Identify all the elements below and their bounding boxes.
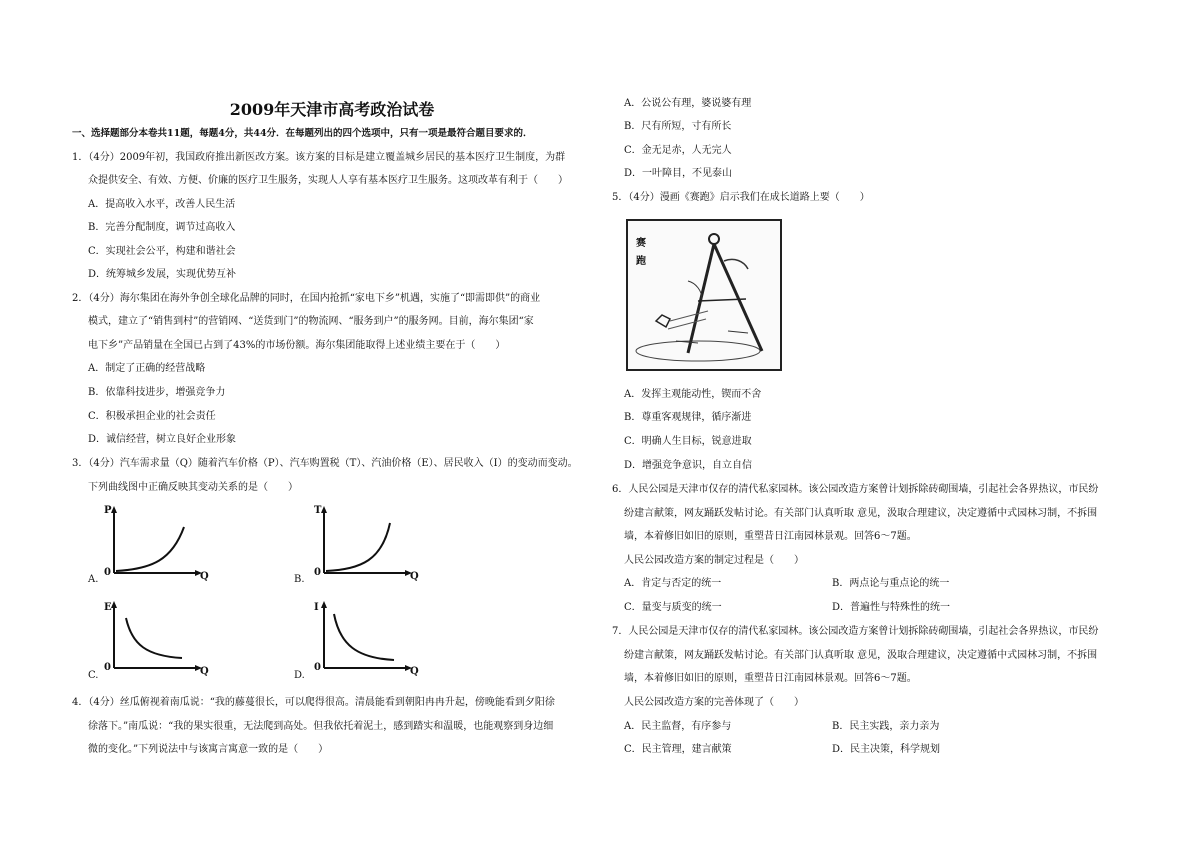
q7-stem-line1: 7．人民公园是天津市仅存的清代私家园林。该公园改造方案曾计划拆除砖砌围墙，引起社会各界热议，市民纷 (612, 626, 1099, 637)
origin-label: 0 (314, 567, 321, 578)
x-axis-label: Q (410, 571, 419, 582)
q2-option-d: D．诚信经营，树立良好企业形象 (88, 434, 237, 445)
q1-option-d: D．统筹城乡发展，实现优势互补 (88, 269, 237, 280)
x-axis-label: Q (200, 666, 209, 677)
q5-cartoon-race (626, 219, 782, 371)
x-axis-label: Q (200, 571, 209, 582)
q3-graph-b-label: B. (294, 574, 305, 585)
q5-stem: 5．（4分）漫画《赛跑》启示我们在成长道路上要（ ） (612, 192, 870, 203)
right-column (612, 0, 1132, 848)
q3-graph-a-label: A. (88, 574, 99, 585)
q4-stem-line2: 徐落下。”南瓜说：“我的果实很重，无法爬到高处。但我依托着泥土，感到踏实和温暖，也能观察到身边细 (88, 721, 554, 732)
q6-option-d: D．普遍性与特殊性的统一 (832, 602, 951, 613)
q7-sub-question: 人民公园改造方案的完善体现了（ ） (624, 697, 804, 708)
q7-option-a: A．民主监督，有序参与 (624, 721, 732, 732)
q3-graph-a (102, 505, 212, 580)
q4-stem-line1: 4．（4分）丝瓜俯视着南瓜说：“我的藤蔓很长，可以爬得很高。清晨能看到朝阳冉冉升起，傍晚能看到夕阳徐 (72, 697, 555, 708)
y-axis-label: P (104, 505, 112, 516)
q2-stem-line3: 电下乡”产品销量在全国已占到了43%的市场份额。海尔集团能取得上述业绩主要在于（ ） (88, 340, 506, 351)
page-title: 2009年天津市高考政治试卷 (229, 100, 435, 119)
origin-label: 0 (104, 567, 111, 578)
q7-option-c: C．民主管理，建言献策 (624, 744, 732, 755)
y-axis-label: E (104, 602, 112, 613)
q6-stem-line1: 6．人民公园是天津市仅存的清代私家园林。该公园改造方案曾计划拆除砖砌围墙，引起社会各界热议，市民纷 (612, 484, 1099, 495)
q6-option-a: A．肯定与否定的统一 (624, 578, 722, 589)
q6-option-c: C．量变与质变的统一 (624, 602, 722, 613)
q3-graph-c (102, 600, 212, 675)
cartoon-title: 赛跑 (636, 238, 646, 267)
q7-stem-line3: 墙，本着修旧如旧的原则，重塑昔日江南园林景观。回答6～7题。 (624, 673, 917, 684)
q3-stem-line2: 下列曲线图中正确反映其变动关系的是（ ） (88, 482, 298, 493)
q3-graph-b (312, 505, 422, 580)
q2-stem-line1: 2．（4分）海尔集团在海外争创全球化品牌的同时，在国内抢抓“家电下乡”机遇，实施了“即需即供”的商业 (72, 293, 541, 304)
origin-label: 0 (314, 662, 321, 673)
q4-option-a: A．公说公有理，婆说婆有理 (624, 98, 752, 109)
q1-stem-line1: 1．（4分）2009年初，我国政府推出新医改方案。该方案的目标是建立覆盖城乡居民的基本医疗卫生制度，为群 (72, 152, 566, 163)
q2-option-c: C．积极承担企业的社会责任 (88, 411, 216, 422)
x-axis-label: Q (410, 666, 419, 677)
q2-stem-line2: 模式，建立了“销售到村”的营销网、“送货到门”的物流网、“服务到户”的服务网。目前，海尔集团“家 (88, 316, 534, 327)
q1-stem-line2: 众提供安全、有效、方便、价廉的医疗卫生服务，实现人人享有基本医疗卫生服务。这项改革有利于（ ） (88, 175, 568, 186)
left-column (72, 0, 592, 848)
y-axis-label: I (314, 602, 319, 613)
q6-option-b: B．两点论与重点论的统一 (832, 578, 950, 589)
origin-label: 0 (104, 662, 111, 673)
q7-option-b: B．民主实践，亲力亲为 (832, 721, 940, 732)
q6-stem-line3: 墙，本着修旧如旧的原则，重塑昔日江南园林景观。回答6～7题。 (624, 531, 917, 542)
q5-option-c: C．明确人生目标，锐意进取 (624, 436, 752, 447)
q4-option-c: C．金无足赤，人无完人 (624, 145, 732, 156)
q1-option-b: B．完善分配制度，调节过高收入 (88, 222, 236, 233)
q7-option-d: D．民主决策，科学规划 (832, 744, 941, 755)
q6-stem-line2: 纷建言献策，网友踊跃发帖讨论。有关部门认真听取 意见，汲取合理建议，决定遵循中式园林习制，不拆围 (624, 508, 1098, 519)
q3-graph-d-label: D. (294, 670, 305, 681)
q2-option-b: B．依靠科技进步，增强竞争力 (88, 387, 226, 398)
section-header: 一、选择题部分本卷共11题，每题4分，共44分．在每题列出的四个选项中，只有一项是最符合题目要求的． (72, 128, 533, 139)
q3-graph-c-label: C. (88, 670, 99, 681)
q4-option-d: D．一叶障目，不见泰山 (624, 168, 733, 179)
q3-graph-d (312, 600, 422, 675)
q4-stem-line3: 微的变化。”下列说法中与该寓言寓意一致的是（ ） (88, 744, 329, 755)
q2-option-a: A．制定了正确的经营战略 (88, 363, 206, 374)
q7-stem-line2: 纷建言献策，网友踊跃发帖讨论。有关部门认真听取 意见，汲取合理建议，决定遵循中式园林习制，不拆围 (624, 650, 1098, 661)
q3-stem-line1: 3．（4分）汽车需求量（Q）随着汽车价格（P）、汽车购置税（T）、汽油价格（E）、居民收入（I）的变动而变动。 (72, 458, 578, 469)
q6-sub-question: 人民公园改造方案的制定过程是（ ） (624, 555, 804, 566)
q4-option-b: B．尺有所短，寸有所长 (624, 121, 732, 132)
y-axis-label: T (314, 505, 322, 516)
q5-option-d: D．增强竞争意识，自立自信 (624, 460, 753, 471)
q5-option-a: A．发挥主观能动性，锲而不舍 (624, 389, 762, 400)
compass-drawing (628, 221, 780, 369)
q5-option-b: B．尊重客观规律，循序渐进 (624, 412, 752, 423)
q1-option-c: C．实现社会公平，构建和谐社会 (88, 246, 236, 257)
q1-option-a: A．提高收入水平，改善人民生活 (88, 199, 236, 210)
